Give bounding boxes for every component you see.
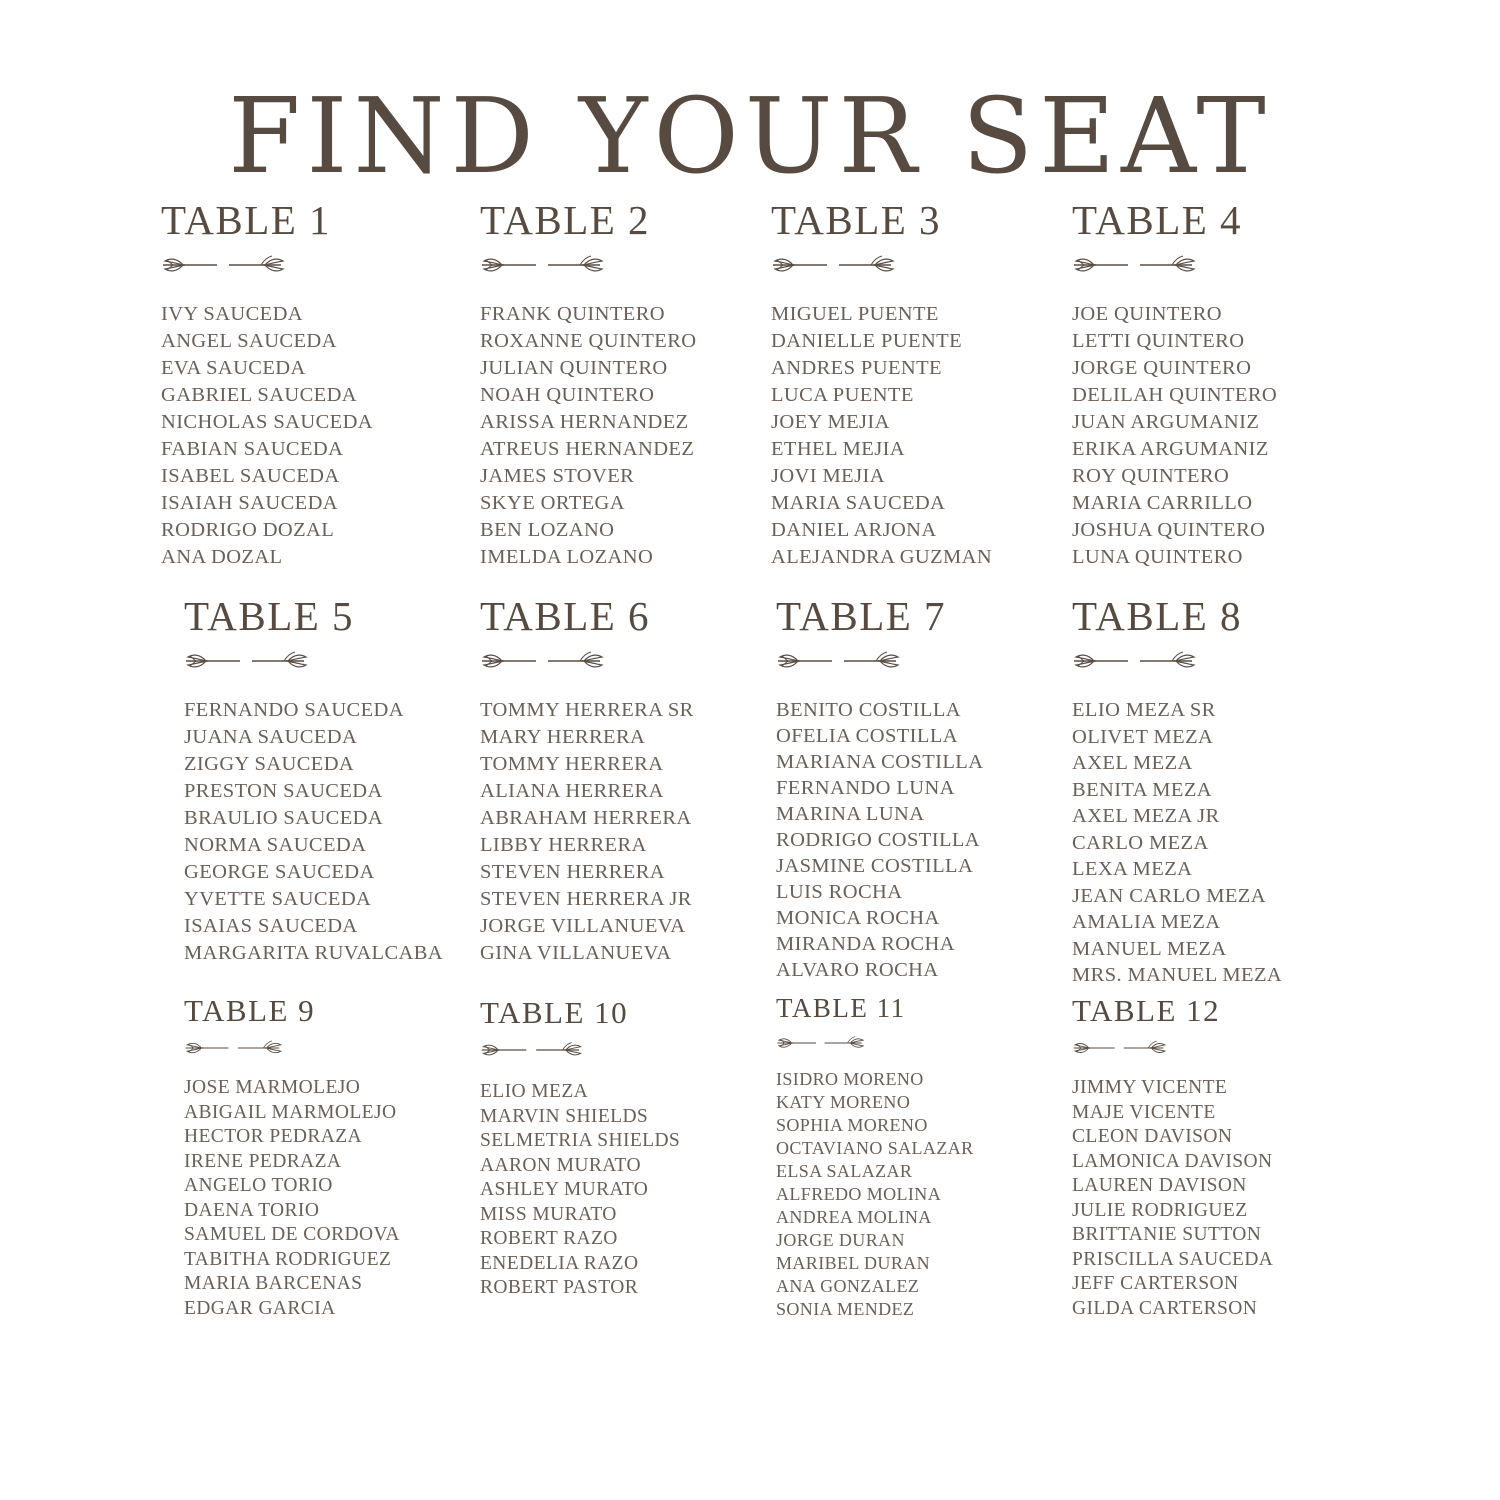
guest-name: FERNANDO SAUCEDA [184, 699, 404, 721]
guest-name: ISAIAH SAUCEDA [161, 492, 339, 514]
guest-name: LEXA MEZA [1072, 858, 1193, 880]
guest-name: OLIVET MEZA [1072, 725, 1214, 748]
table-heading: TABLE 12 [1072, 993, 1221, 1028]
table-heading: TABLE 2 [480, 197, 651, 243]
guest-name: IVY SAUCEDA [161, 303, 304, 325]
guest-name: NORMA SAUCEDA [184, 834, 367, 856]
table-heading: TABLE 11 [776, 993, 906, 1023]
guest-list [776, 697, 1076, 983]
guest-list [1072, 301, 1372, 571]
guest-name: MIRANDA ROCHA [776, 933, 955, 955]
guest-list [1072, 697, 1372, 989]
guest-name: PRESTON SAUCEDA [184, 780, 383, 802]
guest-name: ANDRES PUENTE [771, 357, 942, 379]
guest-name: GINA VILLANUEVA [480, 942, 672, 964]
guest-name: TABITHA RODRIGUEZ [184, 1248, 392, 1270]
guest-name: ALFREDO MOLINA [776, 1184, 942, 1204]
table-heading: TABLE 5 [184, 593, 355, 639]
guest-name: JASMINE COSTILLA [776, 855, 974, 877]
guest-name: ALEJANDRA GUZMAN [771, 546, 993, 568]
guest-list [480, 697, 780, 967]
guest-name: MARIBEL DURAN [776, 1253, 931, 1273]
guest-name: ISABEL SAUCEDA [161, 465, 340, 487]
guest-name: FRANK QUINTERO [480, 303, 665, 325]
guest-name: KATY MORENO [776, 1092, 911, 1112]
guest-name: ENEDELIA RAZO [480, 1252, 639, 1274]
guest-name: ANA GONZALEZ [776, 1276, 920, 1296]
leaf-divider-icon [1072, 1038, 1168, 1058]
guest-name: MRS. MANUEL MEZA [1072, 964, 1283, 986]
leaf-divider-icon [480, 649, 606, 673]
guest-name: GABRIEL SAUCEDA [161, 384, 358, 406]
table-3-block [771, 197, 1071, 571]
guest-name: MARIA CARRILLO [1072, 492, 1253, 514]
guest-name: MARIA SAUCEDA [771, 492, 946, 514]
leaf-divider-icon [1072, 253, 1198, 277]
guest-name: JORGE VILLANUEVA [480, 915, 686, 937]
leaf-divider-icon [184, 1038, 284, 1058]
guest-name: MARINA LUNA [776, 803, 925, 825]
table-heading: TABLE 8 [1072, 593, 1243, 639]
table-heading: TABLE 1 [161, 197, 332, 243]
guest-name: LUIS ROCHA [776, 881, 903, 903]
guest-name: STEVEN HERRERA [480, 861, 665, 883]
guest-name: JOVI MEJIA [771, 465, 885, 487]
guest-name: JULIE RODRIGUEZ [1072, 1199, 1248, 1221]
guest-name: ASHLEY MURATO [480, 1179, 649, 1200]
guest-name: IRENE PEDRAZA [184, 1150, 342, 1172]
guest-name: ALVARO ROCHA [776, 959, 939, 981]
guest-name: STEVEN HERRERA JR [480, 888, 692, 910]
guest-name: SONIA MENDEZ [776, 1299, 915, 1319]
table-11-block [776, 995, 1076, 1321]
guest-name: ROY QUINTERO [1072, 465, 1230, 487]
guest-name: BENITA MEZA [1072, 778, 1212, 801]
leaf-divider-icon [480, 253, 606, 277]
guest-name: BEN LOZANO [480, 519, 615, 541]
table-8-block [1072, 593, 1372, 989]
guest-name: ABIGAIL MARMOLEJO [184, 1101, 397, 1123]
table-6-block [480, 593, 780, 967]
guest-list [184, 697, 484, 967]
guest-name: ROXANNE QUINTERO [480, 330, 697, 352]
guest-name: IMELDA LOZANO [480, 546, 654, 568]
guest-name: ELIO MEZA [480, 1081, 589, 1102]
guest-name: TOMMY HERRERA SR [480, 699, 694, 721]
guest-name: JOEY MEJIA [771, 411, 890, 433]
guest-name: TOMMY HERRERA [480, 753, 664, 775]
guest-name: JULIAN QUINTERO [480, 357, 668, 379]
guest-name: RODRIGO COSTILLA [776, 829, 980, 851]
guest-list [480, 301, 780, 571]
table-4-block [1072, 197, 1372, 571]
guest-list [1072, 1076, 1372, 1321]
guest-name: MAJE VICENTE [1072, 1101, 1216, 1123]
guest-name: AMALIA MEZA [1072, 911, 1221, 933]
guest-name: ERIKA ARGUMANIZ [1072, 438, 1269, 460]
guest-list [776, 1068, 1076, 1321]
guest-name: JIMMY VICENTE [1072, 1077, 1228, 1098]
guest-name: ANDREA MOLINA [776, 1207, 932, 1227]
guest-name: AXEL MEZA [1072, 752, 1193, 774]
table-heading: TABLE 9 [184, 993, 316, 1028]
guest-name: JEFF CARTERSON [1072, 1273, 1239, 1294]
guest-name: JORGE DURAN [776, 1230, 905, 1250]
guest-name: FABIAN SAUCEDA [161, 438, 344, 460]
page-title: FIND YOUR SEAT [228, 74, 1272, 197]
guest-name: MARY HERRERA [480, 726, 646, 748]
guest-name: MIGUEL PUENTE [771, 303, 939, 325]
leaf-divider-icon [771, 253, 897, 277]
guest-name: JOSE MARMOLEJO [184, 1077, 361, 1098]
leaf-divider-icon [480, 1040, 584, 1060]
guest-name: JAMES STOVER [480, 465, 635, 487]
guest-name: EVA SAUCEDA [161, 357, 306, 379]
guest-name: ROBERT PASTOR [480, 1277, 639, 1298]
guest-list [480, 1080, 780, 1301]
guest-name: ANGEL SAUCEDA [161, 330, 337, 352]
guest-list [161, 301, 461, 571]
guest-name: OFELIA COSTILLA [776, 725, 958, 747]
guest-name: NOAH QUINTERO [480, 384, 655, 406]
guest-name: MISS MURATO [480, 1203, 617, 1225]
leaf-divider-icon [184, 649, 310, 673]
guest-list [184, 1076, 484, 1321]
guest-name: GILDA CARTERSON [1072, 1297, 1258, 1319]
leaf-divider-icon [161, 253, 287, 277]
guest-name: YVETTE SAUCEDA [184, 888, 372, 910]
guest-name: SKYE ORTEGA [480, 492, 625, 514]
guest-name: ISAIAS SAUCEDA [184, 915, 358, 937]
guest-name: JUAN ARGUMANIZ [1072, 411, 1260, 433]
guest-name: LUNA QUINTERO [1072, 546, 1243, 568]
guest-name: BRAULIO SAUCEDA [184, 807, 384, 829]
guest-name: LETTI QUINTERO [1072, 330, 1245, 352]
guest-name: MANUEL MEZA [1072, 937, 1227, 960]
table-heading: TABLE 6 [480, 593, 651, 639]
guest-name: JORGE QUINTERO [1072, 357, 1252, 379]
guest-name: ABRAHAM HERRERA [480, 807, 692, 829]
guest-name: MARGARITA RUVALCABA [184, 942, 444, 964]
guest-name: JOSHUA QUINTERO [1072, 519, 1266, 541]
guest-name: ALIANA HERRERA [480, 780, 664, 802]
guest-name: ZIGGY SAUCEDA [184, 753, 355, 775]
table-1-block [161, 197, 461, 571]
guest-name: DAENA TORIO [184, 1199, 320, 1221]
guest-name: MARIA BARCENAS [184, 1273, 363, 1294]
guest-name: ELSA SALAZAR [776, 1161, 913, 1181]
guest-name: HECTOR PEDRAZA [184, 1126, 363, 1147]
guest-name: MARIANA COSTILLA [776, 751, 984, 773]
guest-name: LAMONICA DAVISON [1072, 1150, 1273, 1172]
guest-name: RODRIGO DOZAL [161, 519, 335, 541]
guest-name: JUANA SAUCEDA [184, 726, 358, 748]
guest-name: SOPHIA MORENO [776, 1115, 928, 1135]
guest-name: ETHEL MEJIA [771, 438, 906, 460]
guest-name: AARON MURATO [480, 1154, 641, 1176]
guest-name: SELMETRIA SHIELDS [480, 1130, 681, 1151]
guest-name: PRISCILLA SAUCEDA [1072, 1248, 1274, 1270]
guest-name: BRITTANIE SUTTON [1072, 1224, 1262, 1245]
table-heading: TABLE 10 [480, 995, 629, 1030]
guest-name: LUCA PUENTE [771, 384, 914, 406]
leaf-divider-icon [1072, 649, 1198, 673]
guest-name: ISIDRO MORENO [776, 1069, 924, 1089]
table-12-block [1072, 995, 1372, 1321]
table-2-block [480, 197, 780, 571]
table-9-block [184, 995, 484, 1321]
guest-name: ROBERT RAZO [480, 1228, 618, 1249]
guest-name: AXEL MEZA JR [1072, 805, 1220, 827]
guest-list [771, 301, 1071, 571]
guest-name: ANGELO TORIO [184, 1175, 333, 1196]
table-10-block [480, 997, 780, 1301]
table-heading: TABLE 3 [771, 197, 942, 243]
leaf-divider-icon [776, 1034, 866, 1052]
guest-name: OCTAVIANO SALAZAR [776, 1138, 974, 1158]
guest-name: CARLO MEZA [1072, 831, 1209, 854]
guest-name: ANA DOZAL [161, 546, 283, 568]
guest-name: DANIEL ARJONA [771, 519, 937, 541]
guest-name: MARVIN SHIELDS [480, 1105, 649, 1127]
table-heading: TABLE 4 [1072, 197, 1243, 243]
guest-name: SAMUEL DE CORDOVA [184, 1224, 400, 1245]
guest-name: MONICA ROCHA [776, 907, 940, 929]
guest-name: LAUREN DAVISON [1072, 1175, 1247, 1196]
table-heading: TABLE 7 [776, 593, 947, 639]
guest-name: JEAN CARLO MEZA [1072, 884, 1266, 907]
guest-name: FERNANDO LUNA [776, 777, 955, 799]
guest-name: CLEON DAVISON [1072, 1126, 1233, 1147]
guest-name: NICHOLAS SAUCEDA [161, 411, 373, 433]
table-7-block [776, 593, 1076, 983]
guest-name: LIBBY HERRERA [480, 834, 647, 856]
guest-name: GEORGE SAUCEDA [184, 861, 375, 883]
guest-name: BENITO COSTILLA [776, 699, 961, 721]
guest-name: DANIELLE PUENTE [771, 330, 963, 352]
guest-name: DELILAH QUINTERO [1072, 384, 1278, 406]
guest-name: ARISSA HERNANDEZ [480, 411, 689, 433]
guest-name: ELIO MEZA SR [1072, 699, 1216, 721]
guest-name: JOE QUINTERO [1072, 303, 1222, 325]
guest-name: ATREUS HERNANDEZ [480, 438, 695, 460]
guest-name: EDGAR GARCIA [184, 1297, 336, 1319]
table-5-block [184, 593, 484, 967]
leaf-divider-icon [776, 649, 902, 673]
